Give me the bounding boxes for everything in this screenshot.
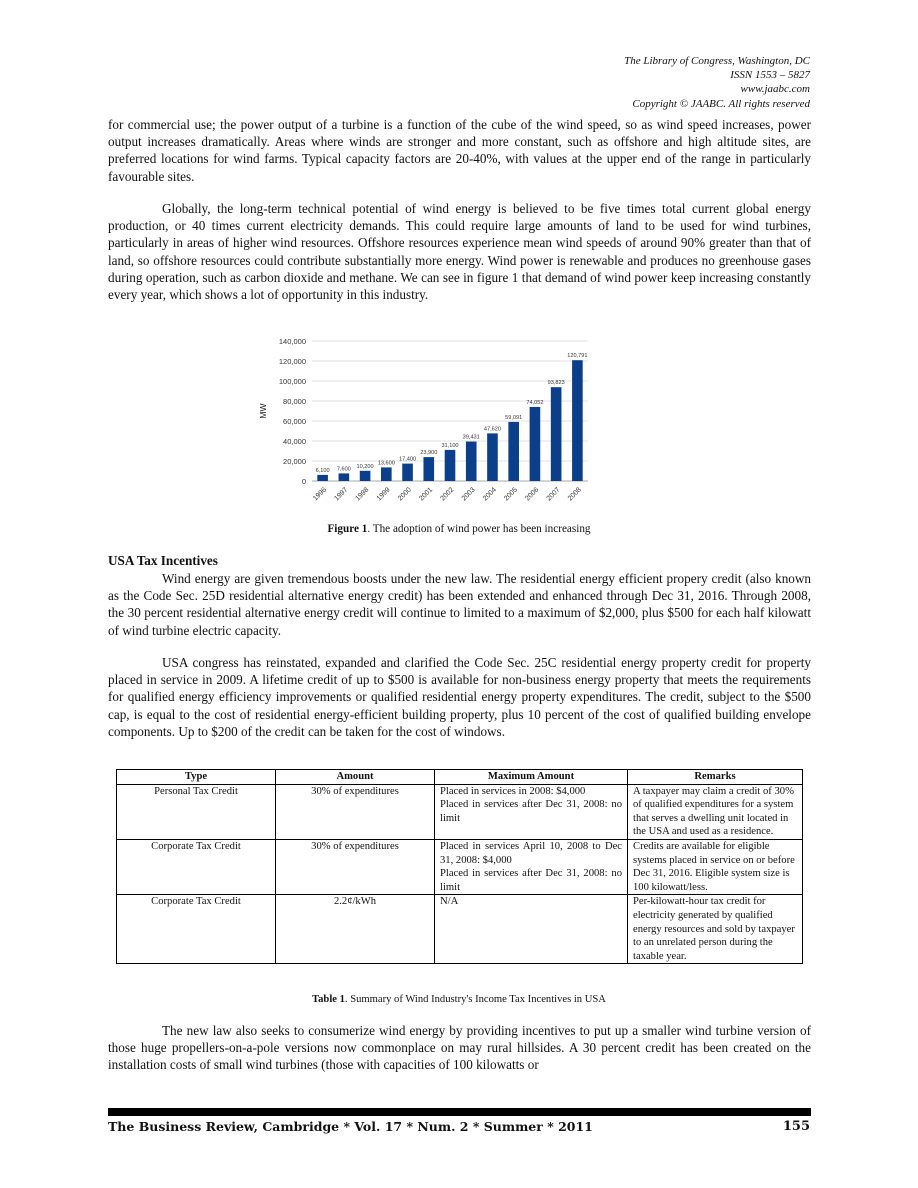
bar [508,422,519,481]
table-cell-type: Corporate Tax Credit [117,895,276,964]
figure-caption [0,523,918,535]
table-cell-max-line-2: Placed in services after Dec 31, 2008: no limit [440,799,622,824]
bar [317,475,328,481]
table-cell-maximum-amount [435,895,628,964]
table-row [117,839,803,894]
bar [360,471,371,481]
x-tick-label: 2004 [481,486,498,503]
bar [339,473,350,481]
table-caption-text: . Summary of Wind Industry's Income Tax Incentives in USA [344,994,606,1005]
table-header-maximum-amount: Maximum Amount [435,770,628,785]
table-header-row [117,770,803,785]
figure-caption-text: . The adoption of wind power has been increasing [367,523,591,535]
wind-power-chart [254,330,594,515]
bar [551,387,562,481]
y-tick-label: 40,000 [283,437,306,446]
table-caption-label: Table 1 [312,994,345,1005]
data-label: 10,200 [356,463,374,470]
x-tick-label: 1996 [312,486,329,503]
y-tick-label: 80,000 [283,397,306,406]
section-heading: USA Tax Incentives [108,553,218,568]
tax-incentives-table [116,769,803,964]
table-cell-maximum-amount [435,784,628,839]
table-header-remarks: Remarks [628,770,803,785]
x-tick-label: 2006 [524,486,541,503]
data-label: 47,620 [483,426,502,433]
y-tick-label: 20,000 [283,457,306,466]
x-tick-label: 2007 [545,486,562,503]
header-line-4: Copyright © JAABC. All rights reserved [632,97,810,110]
y-tick-label: 120,000 [278,357,306,366]
table-cell-type: Personal Tax Credit [117,784,276,839]
bar [487,433,498,481]
table-cell-remarks: Per-kilowatt-hour tax credit for electricity generated by qualified energy resources and sold by taxpayer to an unrelated person during the taxable year. [628,895,803,964]
table-cell-type: Corporate Tax Credit [117,839,276,894]
table-cell-max-line-1: Placed in services in 2008: $4,000 [440,785,586,797]
bar [572,360,583,481]
table-cell-maximum-amount [435,839,628,894]
header-line-2: ISSN 1553 – 5827 [730,69,810,82]
bar-chart-svg [254,330,594,515]
paragraph-2: Globally, the long-term technical potential of wind energy is believed to be five times total current global energy production, or 40 times current electricity demands. This could require large amounts of land to be used for wind turbines, particularly in areas of higher wind resources. Offshore resources experience mean wind speeds of around 90% greater than that of land, so offshore resources could contribute substantially more energy. Wind power is renewable and produces no greenhouse gases during operation, such as carbon dioxide and methane. We can see in figure 1 that demand of wind power keep increasing constantly every year, which shows a lot of opportunity in this industry. [108,201,811,303]
journal-header [624,54,810,111]
x-tick-label: 2002 [439,486,456,503]
paragraph-1: for commercial use; the power output of a turbine is a function of the cube of the wind speed, so as wind speed increases, power output increases dramatically. Areas where winds are stronger and more constant, such as offshore and high altitude sites, are preferred locations for wind farms. Typical capacity factors are 20-40%, with values at the upper end of the range in particularly favourable sites. [108,117,811,184]
table-row [117,895,803,964]
bar [466,442,477,481]
data-label: 120,791 [567,353,588,360]
table-cell-max-line-1: N/A [440,896,459,908]
table-cell-max-line-2: Placed in services after Dec 31, 2008: no limit [440,868,622,893]
figure-caption-label: Figure 1 [327,523,368,535]
table-caption [0,994,918,1005]
x-tick-label: 1997 [333,486,350,503]
table-cell-amount: 30% of expenditures [276,839,435,894]
page-number: 155 [782,1119,810,1134]
header-line-1: The Library of Congress, Washington, DC [624,55,810,67]
bar [445,450,456,481]
bar [402,464,413,481]
header-line-3: www.jaabc.com [740,83,810,96]
bar [381,467,392,481]
table-header-amount: Amount [276,770,435,785]
y-tick-label: 100,000 [278,377,306,386]
table-cell-amount: 30% of expenditures [276,784,435,839]
x-tick-label: 2001 [418,486,435,503]
x-tick-label: 1999 [375,486,392,503]
table-header-type: Type [117,770,276,785]
data-label: 7,600 [336,466,351,473]
data-label: 17,400 [398,456,417,463]
y-axis-title: MW [258,403,268,419]
y-tick-label: 0 [301,477,306,486]
y-tick-label: 140,000 [278,337,306,346]
data-label: 74,052 [526,399,544,406]
table-cell-remarks: Credits are available for eligible systems placed in service on or before Dec 31, 2016. Eligible system size is 100 kilowatt/less. [628,839,803,894]
paragraph-3: Wind energy are given tremendous boosts under the new law. The residential energy efficient propery credit (also known as the Code Sec. 25D residential alternative energy credit) has been extended and enhanced through Dec 31, 2016. Through 2008, the 30 percent residential alternative energy credit will continue to limited to a maximum of $2,000, plus $500 for each half kilowatt of wind turbine electric capacity. [108,571,811,638]
x-tick-label: 1998 [354,486,371,503]
y-tick-label: 60,000 [283,417,306,426]
table-cell-max-line-1: Placed in services April 10, 2008 to Dec 31, 2008: $4,000 [440,840,622,866]
table-cell-amount: 2.2¢/kWh [276,895,435,964]
table-row [117,784,803,839]
x-tick-label: 2005 [503,486,520,503]
data-label: 6,100 [315,467,330,474]
data-label: 13,600 [377,460,395,467]
paragraph-4: USA congress has reinstated, expanded and clarified the Code Sec. 25C residential energy property credit for property placed in service in 2009. A lifetime credit of up to $500 is available for non-business energy property that meets the requirements for qualified energy efficiency improvements or qualified residential energy property expenditures. The credit, subject to the $500 cap, is equal to the cost of residential energy-efficient building property, plus 10 percent of the cost of qualified building envelope components. Up to $200 of the credit can be taken for the cost of windows. [108,655,811,739]
data-label: 31,100 [441,442,459,449]
footer-rule [108,1108,811,1116]
footer-journal-info: The Business Review, Cambridge * Vol. 17 * Num. 2 * Summer * 2011 [108,1119,593,1134]
x-tick-label: 2003 [460,486,477,503]
data-label: 59,091 [505,414,523,421]
x-tick-label: 2008 [566,486,583,503]
data-label: 93,823 [547,380,565,387]
data-label: 23,900 [420,450,438,457]
bar [530,407,541,481]
bar [423,457,434,481]
x-tick-label: 2000 [396,486,413,503]
table-cell-remarks: A taxpayer may claim a credit of 30% of qualified expenditures for a system that serves a dwelling unit located in the USA and used as a residence. [628,784,803,839]
data-label: 39,431 [462,434,480,441]
paragraph-5: The new law also seeks to consumerize wind energy by providing incentives to put up a smaller wind turbine version of those huge propellers-on-a-pole versions now commonplace on may rural hillsides. A 30 percent credit has been created on the installation costs of small wind turbines (those with capacities of 100 kilowatts or [108,1023,811,1073]
